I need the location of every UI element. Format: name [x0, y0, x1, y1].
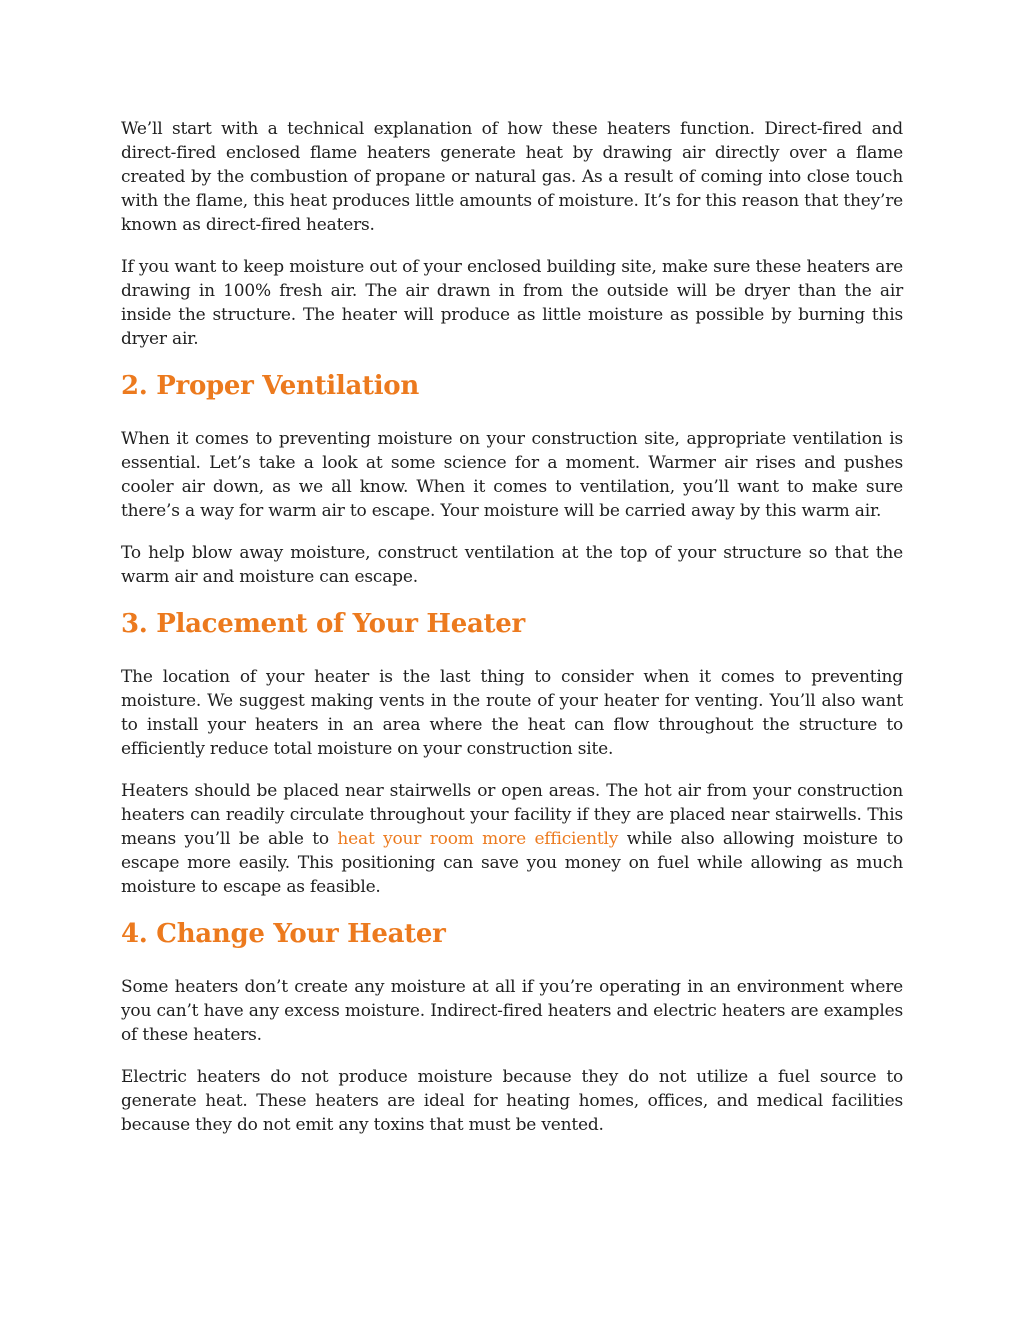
- ventilation-paragraph-1: When it comes to preventing moisture on your construction site, appropriate ventilation is essential. Let’s take a look at some science for a moment. Warmer air rises and pushes cooler air down, as we all know. When it comes to ventilation, you’ll want to make sure there’s a way for warm air to escape. Your moisture will be carried away by this warm air.: [121, 429, 903, 521]
- placement-paragraph-2-text-before: Heaters should be placed near stairwells or open areas. The hot air from your construction heaters can readily circulate throughout your facility if they are placed near stairwells. This means you’ll be able to: [121, 781, 903, 849]
- placement-paragraph-2: [121, 779, 903, 899]
- change-heater-paragraph-2: Electric heaters do not produce moisture because they do not utilize a fuel source to generate heat. These heaters are ideal for heating homes, offices, and medical facilities because they do not emit any toxins that must be vented.: [121, 1067, 903, 1135]
- heading-change-your-heater: 4. Change Your Heater: [121, 919, 446, 949]
- placement-paragraph-2-text-after: while also allowing moisture to escape more easily. This positioning can save you money on fuel while allowing as much moisture to escape as feasible.: [121, 829, 903, 897]
- intro-paragraph-1: We’ll start with a technical explanation of how these heaters function. Direct-fired and direct-fired enclosed flame heaters generate heat by drawing air directly over a flame created by the combustion of propane or natural gas. As a result of coming into close touch with the flame, this heat produces little amounts of moisture. It’s for this reason that they’re known as direct-fired heaters.: [121, 119, 903, 235]
- heading-placement-of-heater: 3. Placement of Your Heater: [121, 609, 525, 639]
- placement-paragraph-1: The location of your heater is the last thing to consider when it comes to preventing moisture. We suggest making vents in the route of your heater for venting. You’ll also want to install your heaters in an area where the heat can flow throughout the structure to efficiently reduce total moisture on your construction site.: [121, 667, 903, 759]
- ventilation-paragraph-2: To help blow away moisture, construct ventilation at the top of your structure so that the warm air and moisture can escape.: [121, 543, 903, 587]
- heading-proper-ventilation: 2. Proper Ventilation: [121, 371, 419, 401]
- heat-room-efficiently-link[interactable]: heat your room more efficiently: [337, 829, 619, 849]
- change-heater-paragraph-1: Some heaters don’t create any moisture at all if you’re operating in an environment where you can’t have any excess moisture. Indirect-fired heaters and electric heaters are examples of these heaters.: [121, 977, 903, 1045]
- document-page: [121, 117, 903, 1155]
- intro-paragraph-2: If you want to keep moisture out of your enclosed building site, make sure these heaters are drawing in 100% fresh air. The air drawn in from the outside will be dryer than the air inside the structure. The heater will produce as little moisture as possible by burning this dryer air.: [121, 257, 903, 349]
